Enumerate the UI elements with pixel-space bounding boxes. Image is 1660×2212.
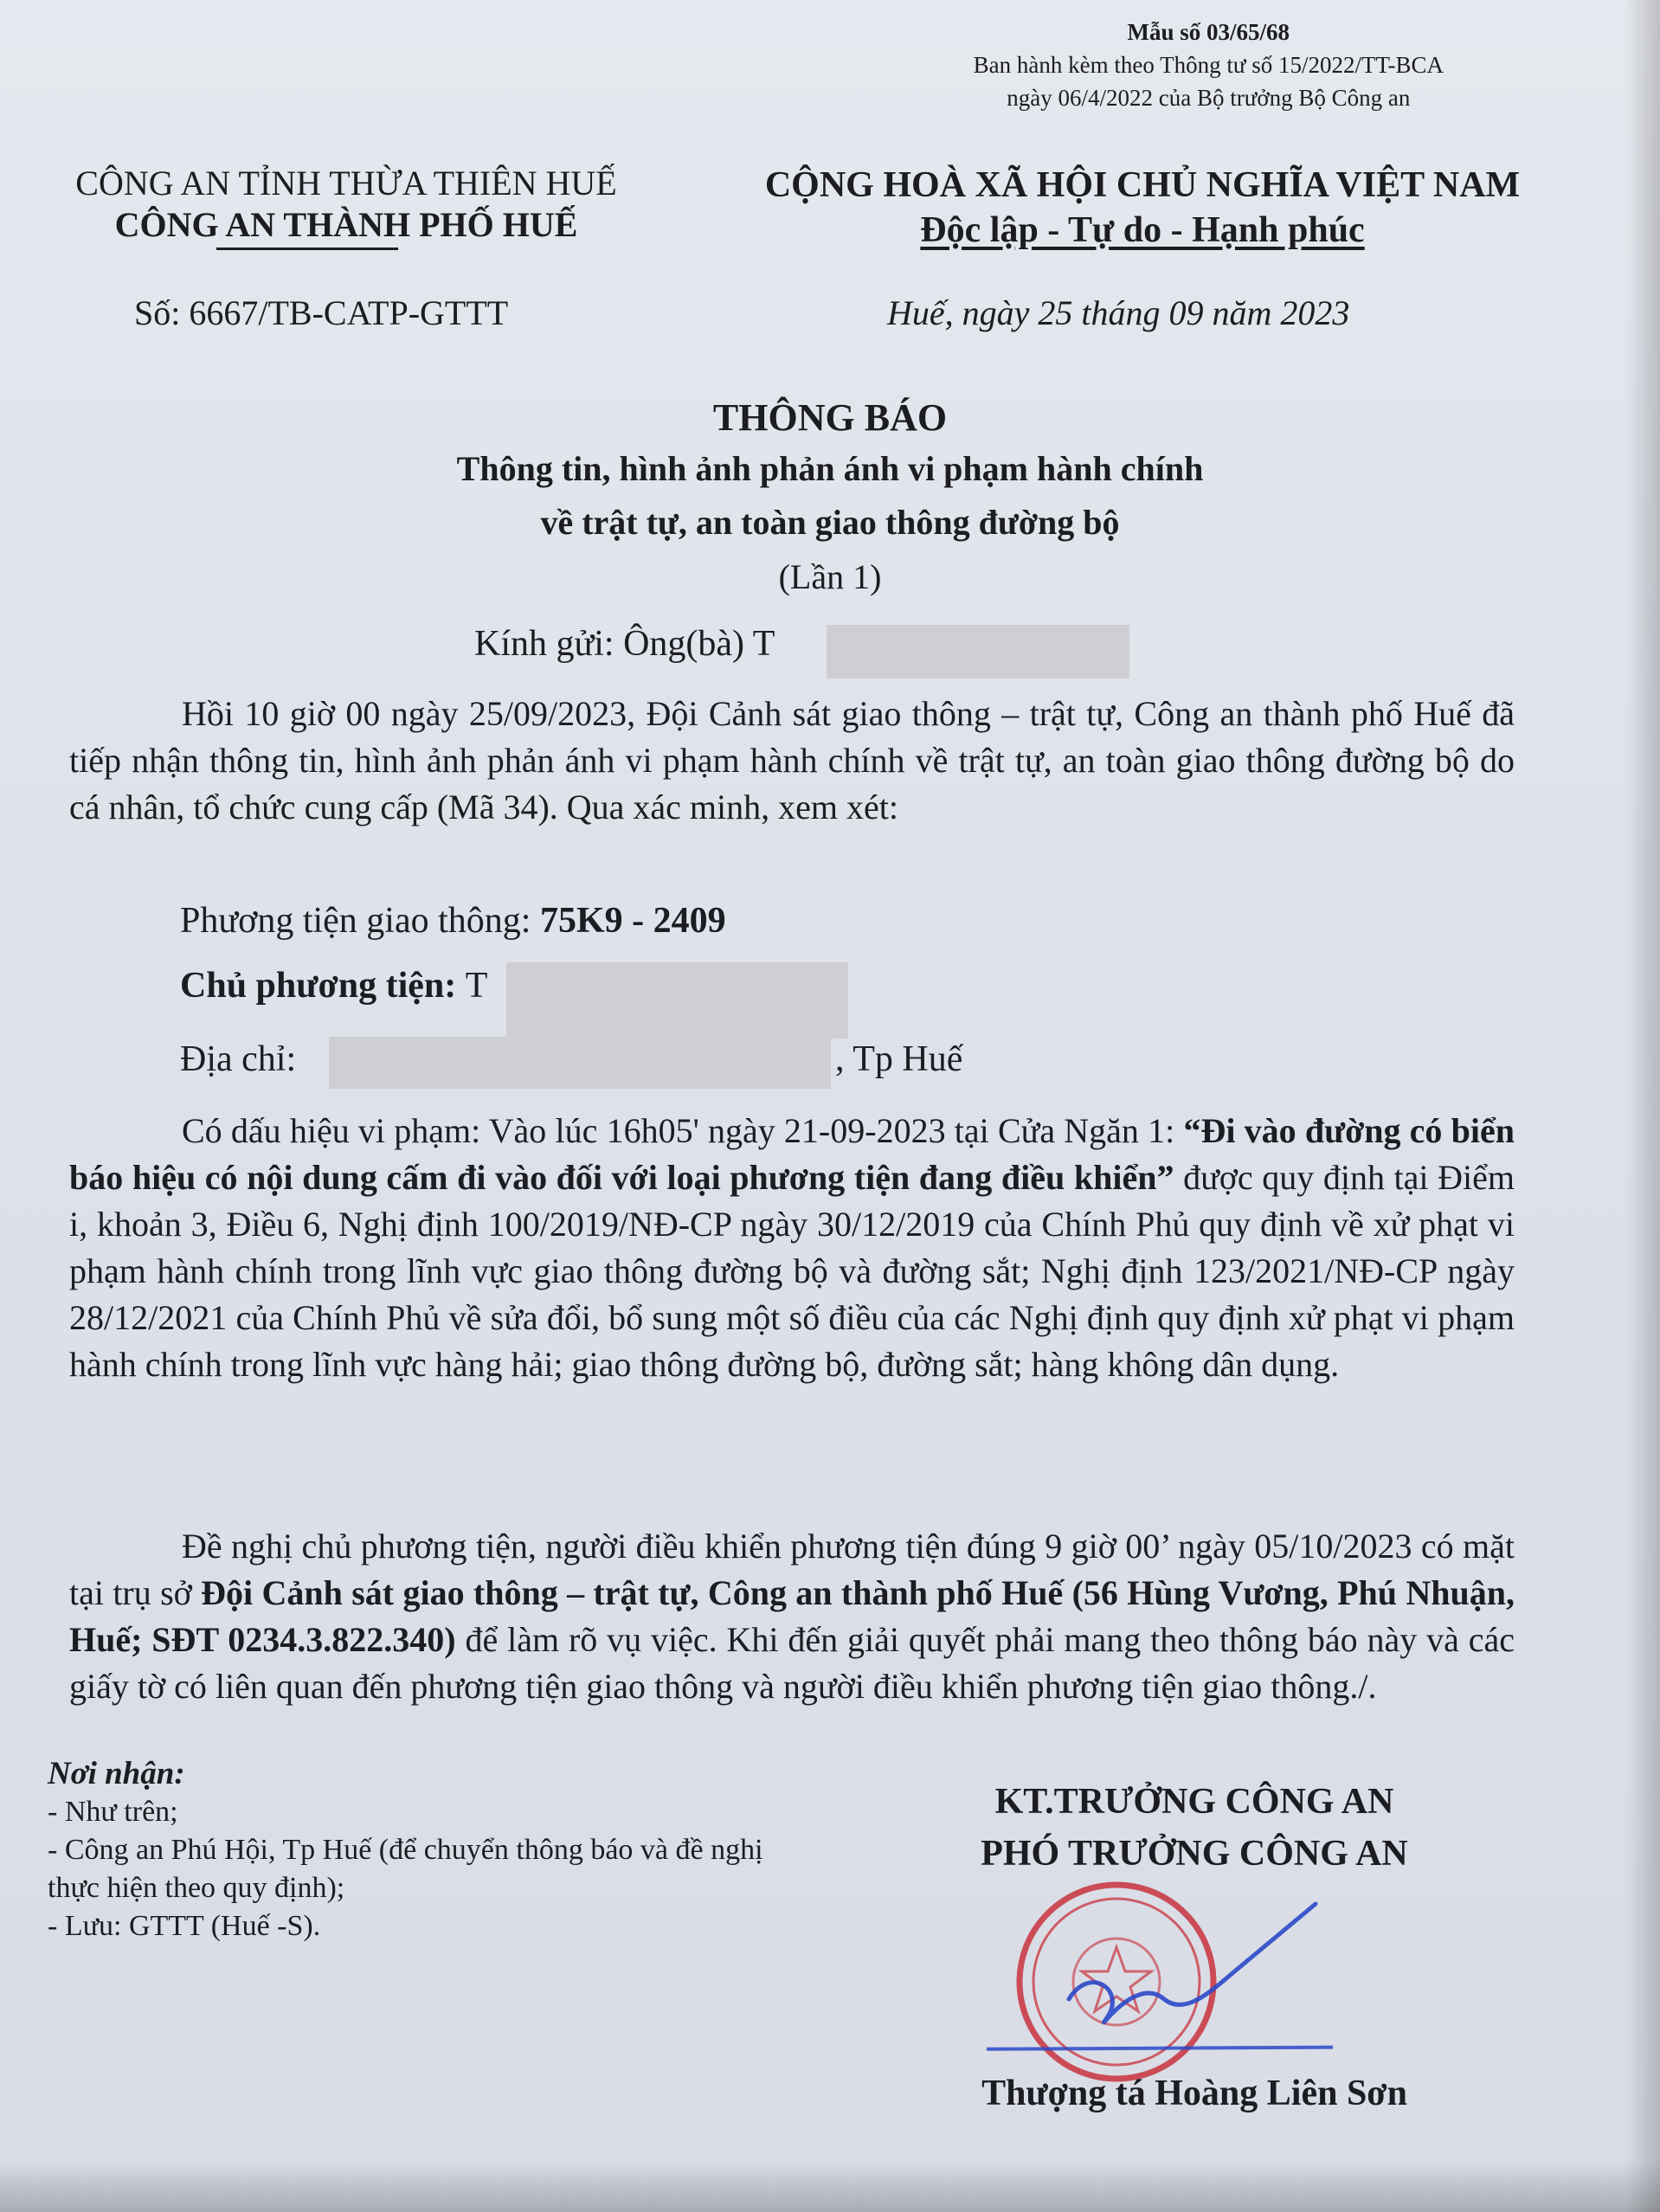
signature-block [917, 1776, 1471, 1880]
vehicle-label: Phương tiện giao thông: [180, 901, 540, 941]
violation-legal-basis: được quy định tại Điểm i, khoản 3, Điều 6, Nghị định 100/2019/NĐ-CP ngày 30/12/2019 của Chính Phủ quy định về xử phạt vi phạm hành chính trong lĩnh vực giao thông đường bộ và đường sắt; Nghị định 123/2021/NĐ-CP ngày 28/12/2021 của Chính Phủ về sửa đổi, bổ sung một số điều của các Nghị định quy định xử phạt vi phạm hành chính trong lĩnh vực hàng hải; giao thông đường bộ, đường sắt; hàng không dân dụng. [69, 1158, 1515, 1384]
address-field [180, 1038, 296, 1080]
vehicle-field [180, 900, 726, 942]
recipients-heading: Nơi nhận: [48, 1756, 185, 1791]
intro-paragraph: Hồi 10 giờ 00 ngày 25/09/2023, Đội Cảnh sát giao thông – trật tự, Công an thành phố Huế đã tiếp nhận thông tin, hình ảnh phản ánh vi phạm hành chính về trật tự, an toàn giao thông đường bộ do cá nhân, tổ chức cung cấp (Mã 34). Qua xác minh, xem xét: [69, 694, 1515, 826]
recipient-item: - Công an Phú Hội, Tp Huế (để chuyển thông báo và đề nghị thực hiện theo quy định); [48, 1834, 763, 1904]
document-date: Huế, ngày 25 tháng 09 năm 2023 [887, 293, 1350, 332]
request-lead: Đề nghị chủ phương tiện, người điều khiển phương tiện đúng 9 giờ 00’ ngày 05/10/2023 có mặt tại trụ sở [69, 1527, 1515, 1612]
violation-lead: Có dấu hiệu vi phạm: Vào lúc 16h05' ngày 21-09-2023 tại Cửa Ngăn 1: [182, 1111, 1184, 1150]
owner-label: Chủ phương tiện: [180, 966, 466, 1006]
signer-name: Thượng tá Hoàng Liên Sơn [981, 2074, 1407, 2113]
page-bottom-shadow [0, 2160, 1660, 2212]
title-block [0, 394, 1660, 605]
document-number: Số: 6667/TB-CATP-GTTT [134, 293, 509, 332]
national-motto-header [710, 163, 1575, 253]
form-reference [974, 16, 1444, 114]
recipient-item: - Như trên; [48, 1796, 178, 1828]
official-seal-and-signature [987, 1869, 1333, 2094]
signature-title-1: KT.TRƯỞNG CÔNG AN [994, 1782, 1394, 1822]
signature-underline [987, 2047, 1333, 2049]
owner-field [180, 965, 487, 1006]
agency-underline [216, 248, 398, 250]
owner-value: T [465, 966, 488, 1006]
address-city: , Tp Huế [835, 1039, 963, 1079]
violation-description: “Đi vào đường có biển báo hiệu có nội dung cấm đi vào đối với loại phương tiện đang điều khiển” [69, 1111, 1515, 1197]
request-paragraph [69, 1523, 1515, 1710]
agency-line1: CÔNG AN TỈNH THỪA THIÊN HUẾ [75, 164, 617, 203]
redaction-owner [506, 962, 848, 1038]
document-subtitle-2: về trật tự, an toàn giao thông đường bộ [540, 503, 1120, 542]
recipients-block [48, 1755, 827, 1945]
recipient-item: - Lưu: GTTT (Huế -S). [48, 1910, 321, 1942]
request-instructions: để làm rõ vụ việc. Khi đến giải quyết phải mang theo thông báo này và các giấy tờ có liên quan đến phương tiện giao thông và người điều khiển phương tiện giao thông./. [69, 1620, 1515, 1706]
document-round: (Lần 1) [778, 557, 882, 596]
request-location: Đội Cảnh sát giao thông – trật tự, Công an thành phố Huế (56 Hùng Vương, Phú Nhuận, Huế; SĐT 0234.3.822.340) [69, 1573, 1515, 1659]
nation-line1: CỘNG HOÀ XÃ HỘI CHỦ NGHĨA VIỆT NAM [764, 165, 1521, 205]
redaction-recipient [827, 625, 1129, 678]
violation-paragraph [69, 1108, 1515, 1388]
form-issued-line2: ngày 06/4/2022 của Bộ trưởng Bộ Công an [1007, 85, 1411, 111]
address-label: Địa chỉ: [180, 1039, 297, 1079]
document-subtitle-1: Thông tin, hình ảnh phản ánh vi phạm hành chính [456, 449, 1204, 488]
page-edge-shadow [1625, 0, 1660, 2212]
agency-line2: CÔNG AN THÀNH PHỐ HUẾ [114, 205, 578, 244]
agency-header [35, 163, 658, 250]
redaction-address [329, 1037, 831, 1089]
form-issued-line1: Ban hành kèm theo Thông tư số 15/2022/TT-BCA [973, 52, 1444, 78]
form-code: Mẫu số 03/65/68 [1127, 19, 1290, 45]
recipient-label: Kính gửi: Ông(bà) T [474, 624, 775, 664]
document-title: THÔNG BÁO [712, 396, 948, 439]
signature-title-2: PHÓ TRƯỞNG CÔNG AN [981, 1834, 1408, 1874]
vehicle-plate: 75K9 - 2409 [539, 901, 726, 941]
nation-line2: Độc lập - Tự do - Hạnh phúc [920, 210, 1365, 250]
recipient-line [474, 623, 775, 665]
